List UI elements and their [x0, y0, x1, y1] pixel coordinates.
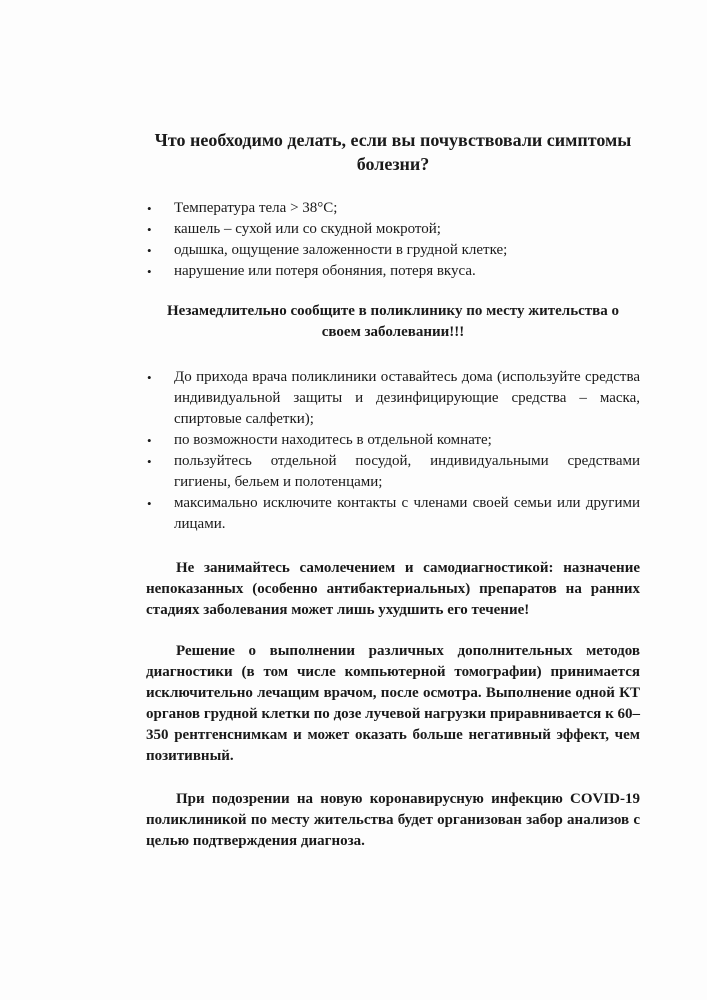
- symptom-text: нарушение или потеря обоняния, потеря вкуса.: [174, 263, 476, 279]
- symptom-item: [146, 240, 640, 261]
- document-content: [146, 128, 640, 852]
- bullet-icon: •: [147, 243, 152, 258]
- bullet-icon: •: [147, 454, 152, 469]
- measure-text: До прихода врача поликлиники оставайтесь дома (используйте средства индивидуальной защиты и дезинфицирующие средства – маска, спиртовые салфетки);: [174, 369, 640, 427]
- diagnostics-paragraph: Решение о выполнении различных дополнительных методов диагностики (в том числе компьютерной томографии) принимается исключительно лечащим врачом, после осмотра. Выполнение одной КТ органов грудной клетки по дозе лучевой нагрузки приравнивается к 60–350 рентгенснимкам и может оказать больше негативный эффект, чем позитивный.: [146, 643, 640, 764]
- symptom-item: [146, 261, 640, 282]
- measure-item: [146, 451, 640, 493]
- notice-heading: Незамедлительно сообщите в поликлинику по месту жительства о своем заболевании!!!: [167, 303, 619, 340]
- measures-list: [146, 367, 640, 535]
- symptom-text: одышка, ощущение заложенности в грудной клетке;: [174, 242, 508, 258]
- bullet-icon: •: [147, 433, 152, 448]
- symptom-text: Температура тела > 38°С;: [174, 200, 338, 216]
- symptom-item: [146, 198, 640, 219]
- bullet-icon: •: [147, 222, 152, 237]
- measure-item: [146, 367, 640, 430]
- covid-paragraph: При подозрении на новую коронавирусную инфекцию COVID-19 поликлиникой по месту жительства будет организован забор анализов с целью подтверждения диагноза.: [146, 791, 640, 849]
- document-title: Что необходимо делать, если вы почувствовали симптомы болезни?: [154, 130, 632, 174]
- symptom-text: кашель – сухой или со скудной мокротой;: [174, 221, 441, 237]
- symptoms-list: [146, 198, 640, 282]
- measure-text: по возможности находитесь в отдельной комнате;: [174, 432, 492, 448]
- bullet-icon: •: [147, 264, 152, 279]
- bullet-icon: •: [147, 201, 152, 216]
- measure-item: [146, 493, 640, 535]
- measure-item: [146, 430, 640, 451]
- measure-text: максимально исключите контакты с членами своей семьи или другими лицами.: [174, 495, 640, 532]
- bullet-icon: •: [147, 496, 152, 511]
- measure-text: пользуйтесь отдельной посудой, индивидуальными средствами гигиены, бельем и полотенцами;: [174, 453, 640, 490]
- bullet-icon: •: [147, 370, 152, 385]
- self-treatment-warning: Не занимайтесь самолечением и самодиагностикой: назначение непоказанных (особенно антибактериальных) препаратов на ранних стадиях заболевания может лишь ухудшить его течение!: [146, 560, 640, 618]
- symptom-item: [146, 219, 640, 240]
